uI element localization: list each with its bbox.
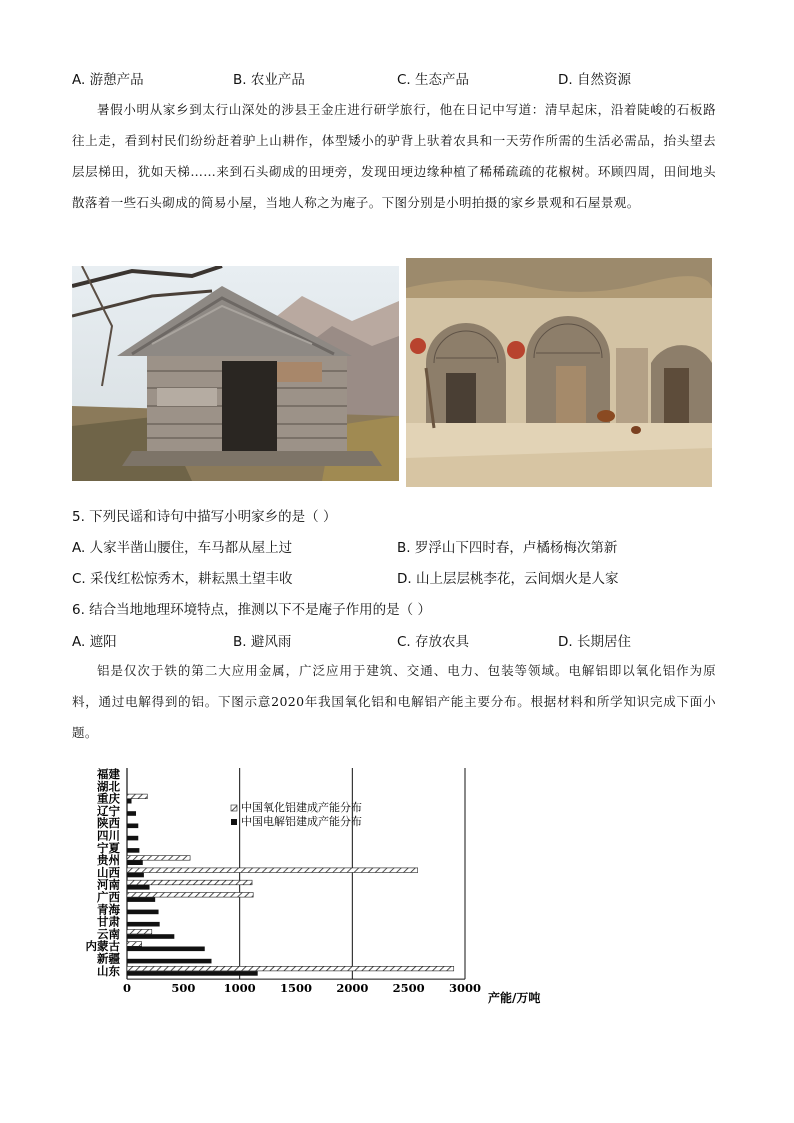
- stone-hut-photo: [72, 266, 399, 481]
- bar-electrolytic: [127, 910, 159, 915]
- x-tick-label: 3000: [448, 981, 482, 996]
- category-label: 山西: [97, 865, 120, 880]
- bar-electrolytic: [127, 934, 174, 939]
- x-tick-label: 1500: [279, 981, 313, 996]
- category-label: 内蒙古: [85, 939, 120, 954]
- x-tick-label: 500: [171, 981, 196, 996]
- category-label: 云南: [97, 926, 120, 941]
- bar-electrolytic: [127, 971, 258, 976]
- q6-option-b: B. 避风雨: [233, 634, 292, 650]
- aluminum-capacity-chart: [70, 760, 570, 1010]
- bar-alumina: [127, 868, 418, 873]
- legend-swatch-electrolytic: [231, 819, 237, 825]
- bar-alumina: [127, 966, 454, 971]
- bar-electrolytic: [127, 922, 160, 927]
- q5-option-a: A. 人家半凿山腰住，车马都从屋上过: [72, 540, 293, 556]
- bar-alumina: [127, 794, 147, 799]
- bar-electrolytic: [127, 860, 143, 865]
- bar-electrolytic: [127, 799, 132, 804]
- q4-option-a: A. 游憩产品: [72, 72, 144, 88]
- q4-option-c: C. 生态产品: [397, 72, 470, 88]
- x-tick-label: 2500: [392, 981, 425, 996]
- x-tick-label: 2000: [336, 981, 369, 996]
- bar-electrolytic: [127, 897, 155, 902]
- q4-option-b: B. 农业产品: [233, 72, 305, 88]
- bar-alumina: [127, 893, 253, 898]
- category-label: 重庆: [97, 791, 120, 806]
- category-label: 四川: [97, 828, 120, 843]
- category-label: 青海: [97, 902, 120, 917]
- q4-option-d: D. 自然资源: [558, 72, 631, 88]
- bar-alumina: [127, 929, 152, 934]
- category-label: 福建: [97, 767, 120, 781]
- q5-option-b: B. 罗浮山下四时春，卢橘杨梅次第新: [397, 540, 618, 556]
- category-label: 新疆: [97, 951, 120, 966]
- category-label: 广西: [97, 890, 120, 904]
- x-tick-label: 1000: [223, 981, 256, 996]
- category-label: 山东: [97, 963, 120, 978]
- chart-svg: [70, 760, 570, 1010]
- category-label: 湖北: [97, 779, 120, 794]
- legend-swatch-alumina: [231, 805, 237, 811]
- bar-electrolytic: [127, 873, 144, 878]
- bar-electrolytic: [127, 959, 212, 964]
- bar-electrolytic: [127, 947, 205, 952]
- q5-option-c: C. 采伐红松惊秀木，耕耘黑土望丰收: [72, 571, 293, 587]
- cave-dwelling-photo: [406, 258, 712, 487]
- category-label: 陕西: [97, 816, 120, 831]
- bar-alumina: [127, 856, 190, 861]
- q6-option-a: A. 遮阳: [72, 634, 117, 650]
- bar-electrolytic: [127, 848, 139, 853]
- bar-electrolytic: [127, 824, 138, 829]
- bar-alumina: [127, 942, 142, 947]
- passage-1: 暑假小明从家乡到太行山深处的涉县王金庄进行研学旅行，他在日记中写道：清早起床，沿着陡峻的石板路往上走，看到村民们纷纷赶着驴上山耕作，体型矮小的驴背上驮着农具和一天劳作所需的生活必需品，抬头望去层层梯田，犹如天梯……来到石头砌成的田埂旁，发现田埂边缘种植了稀稀疏疏的花椒树。环顾四周，田间地头散落着一些石头砌成的简易小屋，当地人称之为庵子。下图分别是小明拍摄的家乡景观和石屋景观。: [72, 102, 716, 210]
- legend-label-alumina: 中国氧化铝建成产能分布: [241, 801, 362, 814]
- passage-2: 铝是仅次于铁的第二大应用金属，广泛应用于建筑、交通、电力、包装等领域。电解铝即以氧化铝作为原料，通过电解得到的铝。下图示意2020年我国氧化铝和电解铝产能主要分布。根据材料和所学知识完成下面小题。: [72, 663, 716, 740]
- category-label: 辽宁: [97, 803, 120, 818]
- bar-electrolytic: [127, 811, 136, 816]
- x-axis-label: 产能/万吨: [488, 991, 541, 1005]
- q6-option-c: C. 存放农具: [397, 634, 470, 650]
- question-5-stem: 5. 下列民谣和诗句中描写小明家乡的是（ ）: [72, 509, 337, 525]
- category-label: 河南: [97, 877, 120, 892]
- legend-label-electrolytic: 中国电解铝建成产能分布: [241, 815, 362, 828]
- q5-option-d: D. 山上层层桃李花，云间烟火是人家: [397, 571, 619, 587]
- category-label: 宁夏: [97, 840, 120, 855]
- bar-alumina: [127, 880, 252, 885]
- bar-electrolytic: [127, 885, 150, 890]
- category-label: 甘肃: [97, 914, 120, 929]
- category-label: 贵州: [97, 853, 120, 868]
- bar-electrolytic: [127, 836, 138, 841]
- q6-option-d: D. 长期居住: [558, 634, 631, 650]
- x-tick-label: 0: [122, 981, 132, 996]
- question-6-stem: 6. 结合当地地理环境特点，推测以下不是庵子作用的是（ ）: [72, 602, 431, 618]
